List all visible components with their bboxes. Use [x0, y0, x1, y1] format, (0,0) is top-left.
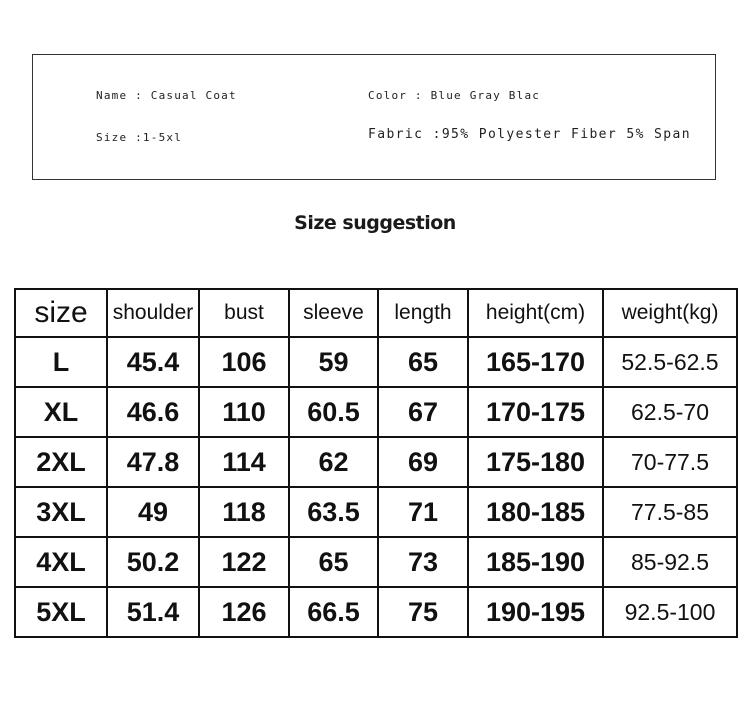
table-cell: XL — [15, 387, 107, 437]
table-row — [15, 437, 737, 487]
table-cell: 3XL — [15, 487, 107, 537]
table-cell: 59 — [289, 337, 378, 387]
table-cell: 67 — [378, 387, 468, 437]
table-cell: 4XL — [15, 537, 107, 587]
table-cell: 45.4 — [107, 337, 199, 387]
product-info-box — [32, 54, 716, 180]
size-table — [14, 288, 738, 638]
table-cell: 46.6 — [107, 387, 199, 437]
product-name: Name : Casual Coat — [96, 89, 237, 102]
header-cell-bust: bust — [199, 289, 289, 337]
table-cell: 65 — [378, 337, 468, 387]
table-cell: 165-170 — [468, 337, 603, 387]
table-row — [15, 587, 737, 637]
table-cell: 62.5-70 — [603, 387, 737, 437]
header-cell-shoulder: shoulder — [107, 289, 199, 337]
table-cell: 185-190 — [468, 537, 603, 587]
table-cell: 114 — [199, 437, 289, 487]
table-cell: 47.8 — [107, 437, 199, 487]
table-cell: 190-195 — [468, 587, 603, 637]
table-cell: 63.5 — [289, 487, 378, 537]
table-row — [15, 337, 737, 387]
table-cell: 170-175 — [468, 387, 603, 437]
table-cell: 106 — [199, 337, 289, 387]
table-row — [15, 487, 737, 537]
table-cell: 69 — [378, 437, 468, 487]
table-cell: 5XL — [15, 587, 107, 637]
table-cell: 180-185 — [468, 487, 603, 537]
table-cell: 49 — [107, 487, 199, 537]
table-header-row — [15, 289, 737, 337]
table-cell: 85-92.5 — [603, 537, 737, 587]
header-cell-sleeve: sleeve — [289, 289, 378, 337]
table-cell: 118 — [199, 487, 289, 537]
product-fabric: Fabric :95% Polyester Fiber 5% Span — [368, 127, 691, 142]
header-cell-size: size — [15, 289, 107, 337]
table-cell: L — [15, 337, 107, 387]
table-cell: 52.5-62.5 — [603, 337, 737, 387]
table-cell: 110 — [199, 387, 289, 437]
table-cell: 122 — [199, 537, 289, 587]
table-cell: 73 — [378, 537, 468, 587]
header-cell-length: length — [378, 289, 468, 337]
table-cell: 70-77.5 — [603, 437, 737, 487]
header-cell-weight: weight(kg) — [603, 289, 737, 337]
table-cell: 66.5 — [289, 587, 378, 637]
product-size-range: Size :1-5xl — [96, 131, 183, 144]
table-cell: 2XL — [15, 437, 107, 487]
header-cell-height: height(cm) — [468, 289, 603, 337]
table-cell: 126 — [199, 587, 289, 637]
size-suggestion-heading: Size suggestion — [294, 212, 456, 234]
table-cell: 92.5-100 — [603, 587, 737, 637]
product-color: Color : Blue Gray Blac — [368, 89, 541, 102]
table-cell: 75 — [378, 587, 468, 637]
table-cell: 175-180 — [468, 437, 603, 487]
table-row — [15, 537, 737, 587]
table-cell: 62 — [289, 437, 378, 487]
table-cell: 71 — [378, 487, 468, 537]
table-row — [15, 387, 737, 437]
table-cell: 60.5 — [289, 387, 378, 437]
table-cell: 50.2 — [107, 537, 199, 587]
table-cell: 51.4 — [107, 587, 199, 637]
table-cell: 77.5-85 — [603, 487, 737, 537]
table-cell: 65 — [289, 537, 378, 587]
